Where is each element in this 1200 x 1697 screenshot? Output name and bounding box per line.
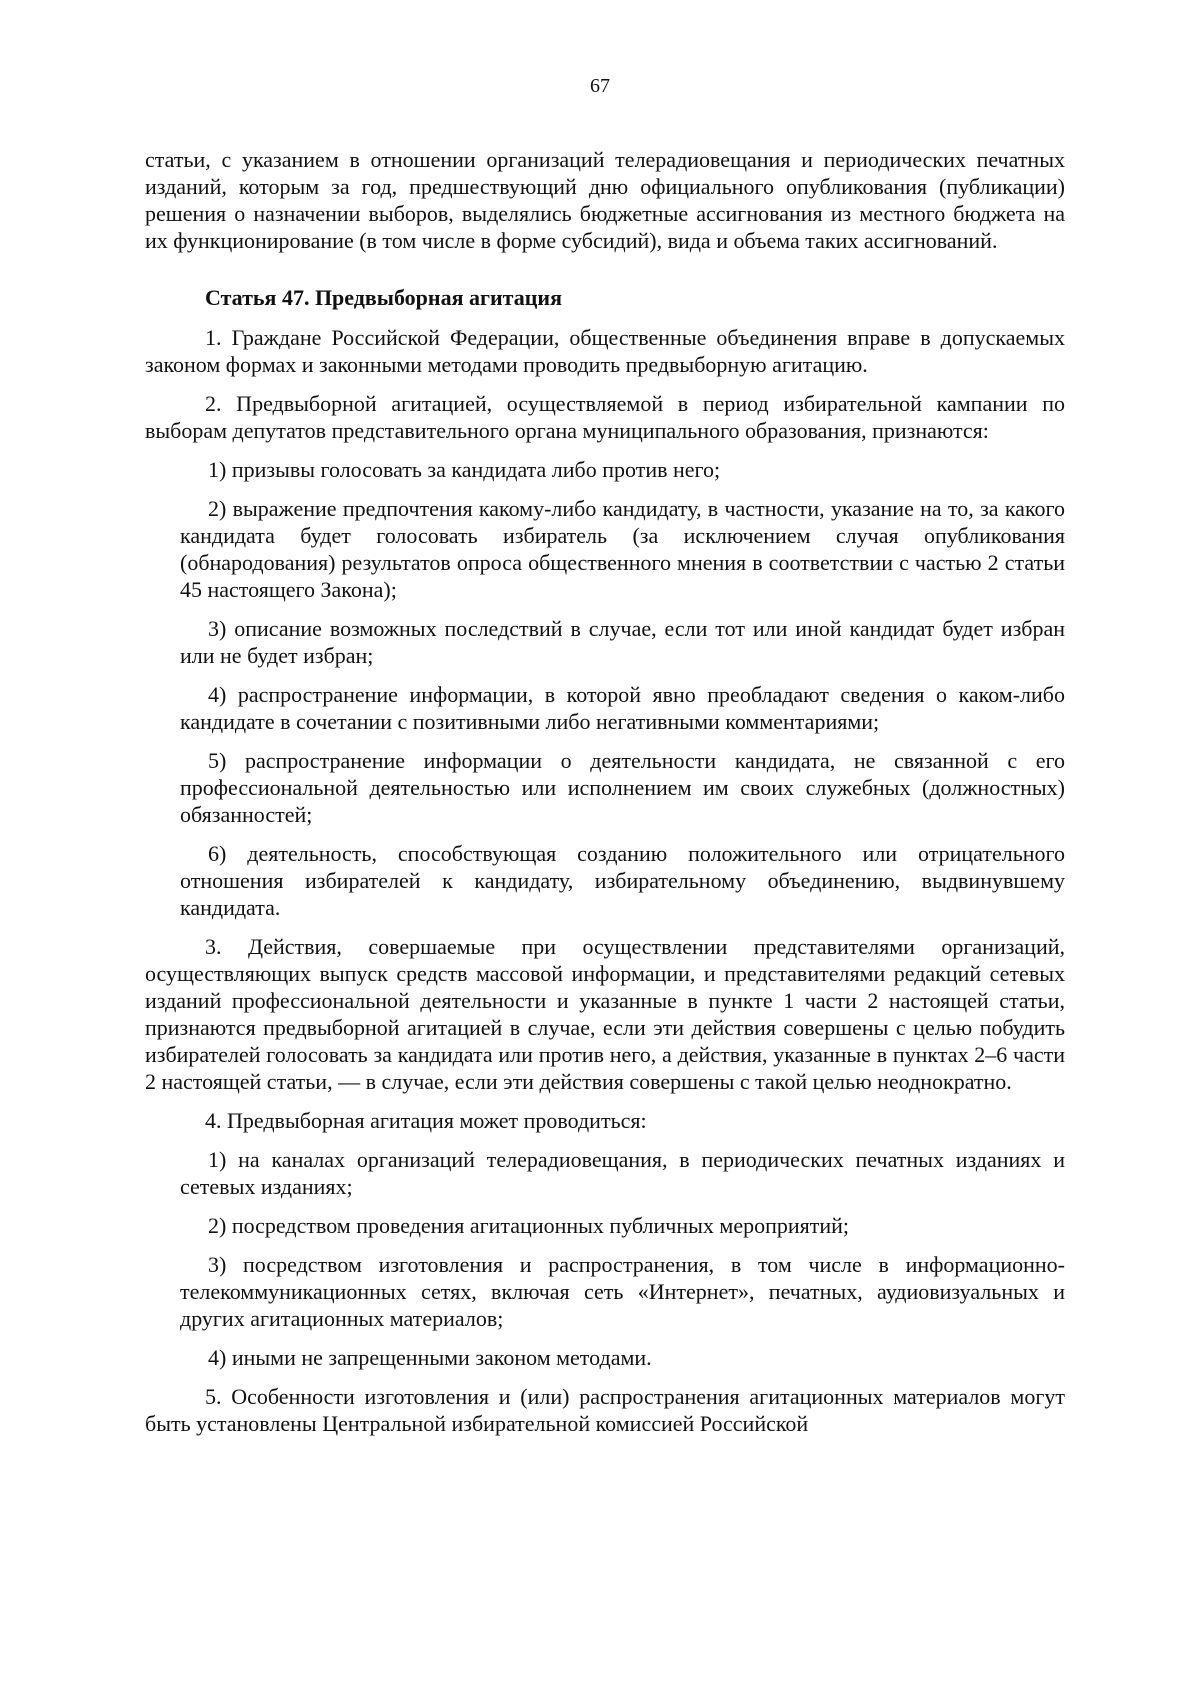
part-2-item-3: 3) описание возможных последствий в случае, если тот или иной кандидат будет избран или не будет избран; [180,616,1065,668]
part-2-item-4: 4) распространение информации, в которой явно преобладают сведения о каком-либо кандидате в сочетании с позитивными либо негативными комментариями; [180,682,1065,734]
part-2-item-5: 5) распространение информации о деятельности кандидата, не связанной с его профессиональной деятельностью или исполнением им своих служебных (должностных) обязанностей; [180,748,1065,827]
part-4-item-1: 1) на каналах организаций телерадиовещания, в периодических печатных изданиях и сетевых изданиях; [180,1147,1065,1199]
article-part-3: 3. Действия, совершаемые при осуществлении представителями организаций, осуществляющих выпуск средств массовой информации, и представителями редакций сетевых изданий профессиональной деятельности и указанные в пункте 1 части 2 настоящей статьи, признаются предвыборной агитацией в случае, если эти действия совершены с целью побудить избирателей голосовать за кандидата или против него, а действия, указанные в пунктах 2–6 части 2 настоящей статьи, — в случае, если эти действия совершены с такой целью неоднократно. [145,934,1065,1094]
article-part-4: 4. Предвыборная агитация может проводиться: [205,1108,647,1133]
part-4-item-4: 4) иными не запрещенными законом методами. [208,1345,652,1370]
article-heading: Статья 47. Предвыборная агитация [205,285,562,310]
part-4-item-3: 3) посредством изготовления и распространения, в том числе в информационно-телекоммуникационных сетях, включая сеть «Интернет», печатных, аудиовизуальных и других агитационных материалов; [180,1252,1065,1331]
article-part-2: 2. Предвыборной агитацией, осуществляемой в период избирательной кампании по выборам депутатов представительного органа муниципального образования, признаются: [145,391,1065,443]
continued-paragraph: статьи, с указанием в отношении организаций телерадиовещания и периодических печатных изданий, которым за год, предшествующий дню официального опубликования (публикации) решения о назначении выборов, выделялись бюджетные ассигнования из местного бюджета на их функционирование (в том числе в форме субсидий), вида и объема таких ассигнований. [145,147,1065,253]
page-number: 67 [590,75,610,97]
page-content [145,146,1065,1437]
part-2-item-6: 6) деятельность, способствующая созданию положительного или отрицательного отношения избирателей к кандидату, избирательному объединению, выдвинувшему кандидата. [180,841,1065,920]
part-4-item-2: 2) посредством проведения агитационных публичных мероприятий; [208,1213,850,1238]
article-part-1: 1. Граждане Российской Федерации, общественные объединения вправе в допускаемых законом формах и законными методами проводить предвыборную агитацию. [145,325,1065,377]
part-2-item-2: 2) выражение предпочтения какому-либо кандидату, в частности, указание на то, за какого кандидата будет голосовать избиратель (за исключением случая опубликования (обнародования) результатов опроса общественного мнения в соответствии с частью 2 статьи 45 настоящего Закона); [180,496,1065,602]
article-part-5: 5. Особенности изготовления и (или) распространения агитационных материалов могут быть установлены Центральной избирательной комиссией Российской [145,1384,1065,1436]
part-2-item-1: 1) призывы голосовать за кандидата либо против него; [208,457,721,482]
